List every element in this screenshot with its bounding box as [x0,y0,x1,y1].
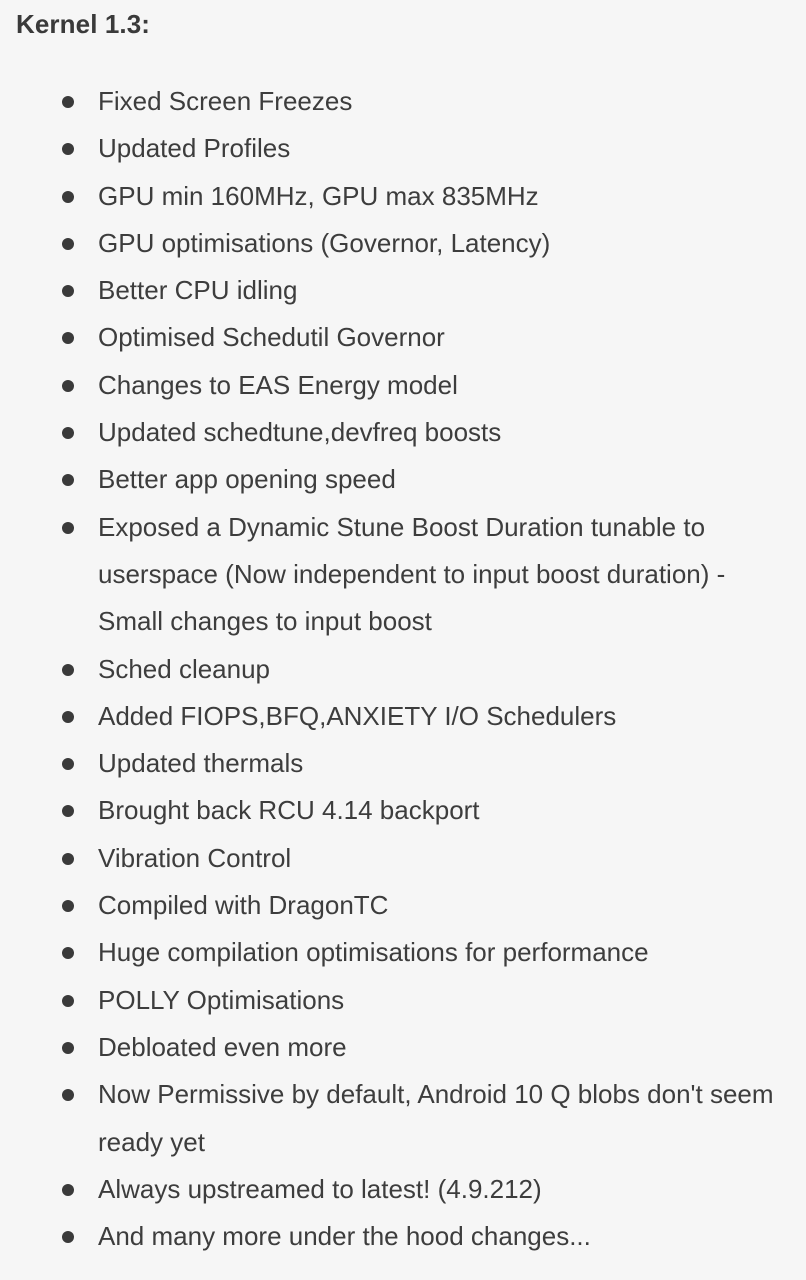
list-item [0,409,806,456]
list-item-text: Optimised Schedutil Governor [98,322,445,353]
list-item-text: Updated schedtune,devfreq boosts [98,417,502,448]
list-item-text: Compiled with DragonTC [98,890,389,921]
list-item [0,314,806,361]
list-item-text: Updated Profiles [98,133,291,164]
list-item-text: Fixed Screen Freezes [98,86,353,116]
list-item [0,78,806,125]
list-item [0,835,806,882]
list-item [0,1213,806,1260]
bullet-icon [62,380,74,392]
bullet-icon [62,1231,74,1243]
list-item [0,1071,806,1166]
bullet-icon [62,474,74,486]
bullet-icon [62,1089,74,1101]
list-item [0,882,806,929]
list-item [0,740,806,787]
list-item-text: Changes to EAS Energy model [98,369,458,400]
list-item-text: Updated thermals [98,748,304,779]
list-item [0,362,806,409]
list-item-text: Exposed a Dynamic Stune Boost Duration tunable to userspace (Now independent to input boost duration) - Small changes to input boost [98,511,726,637]
bullet-icon [62,758,74,770]
list-item [0,977,806,1024]
bullet-icon [62,1184,74,1196]
bullet-icon [62,1042,74,1054]
list-item-text: Better CPU idling [98,275,298,306]
bullet-icon [62,853,74,865]
bullet-icon [62,900,74,912]
list-item-text: POLLY Optimisations [98,984,345,1015]
bullet-icon [62,947,74,959]
list-item-text: Debloated even more [98,1031,347,1062]
list-item [0,1166,806,1213]
list-item [0,787,806,834]
list-item [0,267,806,314]
list-item-text: Better app opening speed [98,464,396,495]
list-item [0,646,806,693]
bullet-icon [62,96,74,108]
list-item [0,504,806,646]
list-item [0,693,806,740]
bullet-icon [62,238,74,250]
list-item-text: And many more under the hood changes... [98,1221,591,1252]
changelog-list [0,78,806,1260]
list-item [0,125,806,172]
list-item-text: Always upstreamed to latest! (4.9.212) [98,1173,542,1204]
changelog-title: Kernel 1.3: [16,9,151,39]
list-item [0,456,806,503]
list-item-text: Added FIOPS,BFQ,ANXIETY I/O Schedulers [98,700,617,731]
list-item-text: Brought back RCU 4.14 backport [98,795,480,826]
bullet-icon [62,711,74,723]
bullet-icon [62,285,74,297]
list-item [0,173,806,220]
list-item-text: Vibration Control [98,842,292,873]
bullet-icon [62,143,74,155]
bullet-icon [62,332,74,344]
list-item-text: Now Permissive by default, Android 10 Q blobs don't seem ready yet [98,1079,774,1157]
list-item-text: Huge compilation optimisations for performance [98,937,649,968]
bullet-icon [62,427,74,439]
list-item-text: Sched cleanup [98,653,271,684]
list-item-text: GPU optimisations (Governor, Latency) [98,227,551,258]
bullet-icon [62,522,74,534]
bullet-icon [62,995,74,1007]
list-item [0,929,806,976]
list-item-text: GPU min 160MHz, GPU max 835MHz [98,180,539,211]
bullet-icon [62,191,74,203]
bullet-icon [62,805,74,817]
list-item [0,220,806,267]
list-item [0,1024,806,1071]
bullet-icon [62,664,74,676]
